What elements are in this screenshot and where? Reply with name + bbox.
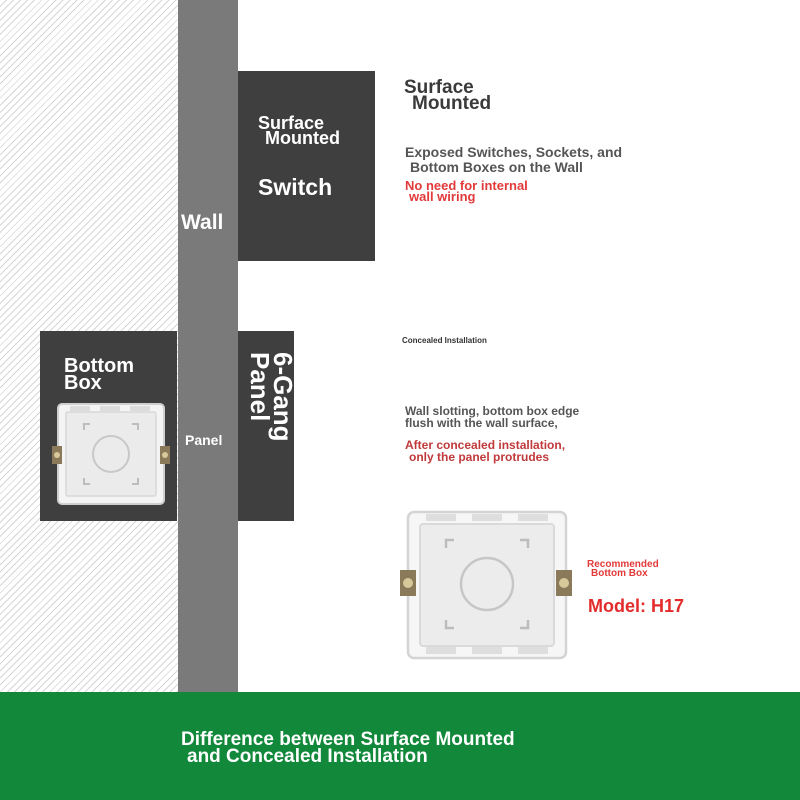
surface-mounted-title bbox=[404, 77, 492, 114]
wall-label: Wall bbox=[181, 211, 224, 234]
switch-block-title-line1: Surface bbox=[258, 113, 325, 133]
recommended-line2: Bottom Box bbox=[591, 568, 648, 579]
concealed-note-line2: only the panel protrudes bbox=[409, 450, 550, 464]
banner-line2: and Concealed Installation bbox=[187, 746, 428, 767]
gang-panel-line2: Panel bbox=[245, 352, 275, 422]
concealed-note-line1: After concealed installation, bbox=[405, 438, 566, 452]
bottom-box-title-line1: Bottom bbox=[64, 355, 134, 377]
surface-note-line2: wall wiring bbox=[409, 189, 476, 204]
concealed-note bbox=[405, 439, 565, 463]
bottom-box-product-icon bbox=[396, 506, 576, 662]
bottom-box-title-line2: Box bbox=[64, 372, 102, 394]
gang-panel-label bbox=[244, 352, 298, 492]
panel-label: Panel bbox=[185, 432, 223, 448]
surface-note-line1: No need for internal bbox=[405, 178, 528, 193]
wall-column bbox=[178, 0, 238, 692]
switch-label: Switch bbox=[258, 174, 333, 200]
surface-switch-block bbox=[238, 71, 375, 261]
recommended-line1: Recommended bbox=[587, 559, 659, 570]
model-label: Model: H17 bbox=[588, 596, 685, 616]
switch-block-title-line2: Mounted bbox=[265, 128, 340, 148]
concealed-desc-line1: Wall slotting, bottom box edge bbox=[405, 404, 580, 418]
surface-mounted-title-line2: Mounted bbox=[412, 93, 492, 114]
surface-mounted-title-line1: Surface bbox=[404, 77, 474, 98]
recommended-label bbox=[587, 560, 659, 578]
concealed-installation-title: Concealed Installation bbox=[402, 336, 487, 345]
bottom-box-small-icon bbox=[50, 400, 172, 510]
banner-title bbox=[181, 731, 515, 765]
surface-mounted-note bbox=[405, 180, 528, 202]
switch-block-title bbox=[258, 113, 378, 148]
bottom-box-title bbox=[64, 355, 134, 394]
surface-desc-line1: Exposed Switches, Sockets, and bbox=[405, 144, 623, 160]
surface-mounted-description bbox=[405, 145, 622, 175]
surface-desc-line2: Bottom Boxes on the Wall bbox=[410, 159, 583, 175]
gang-panel-line1: 6-Gang bbox=[268, 352, 298, 442]
concealed-description bbox=[405, 405, 579, 429]
concealed-desc-line2: flush with the wall surface, bbox=[405, 416, 558, 430]
banner-line1: Difference between Surface Mounted bbox=[181, 729, 515, 750]
